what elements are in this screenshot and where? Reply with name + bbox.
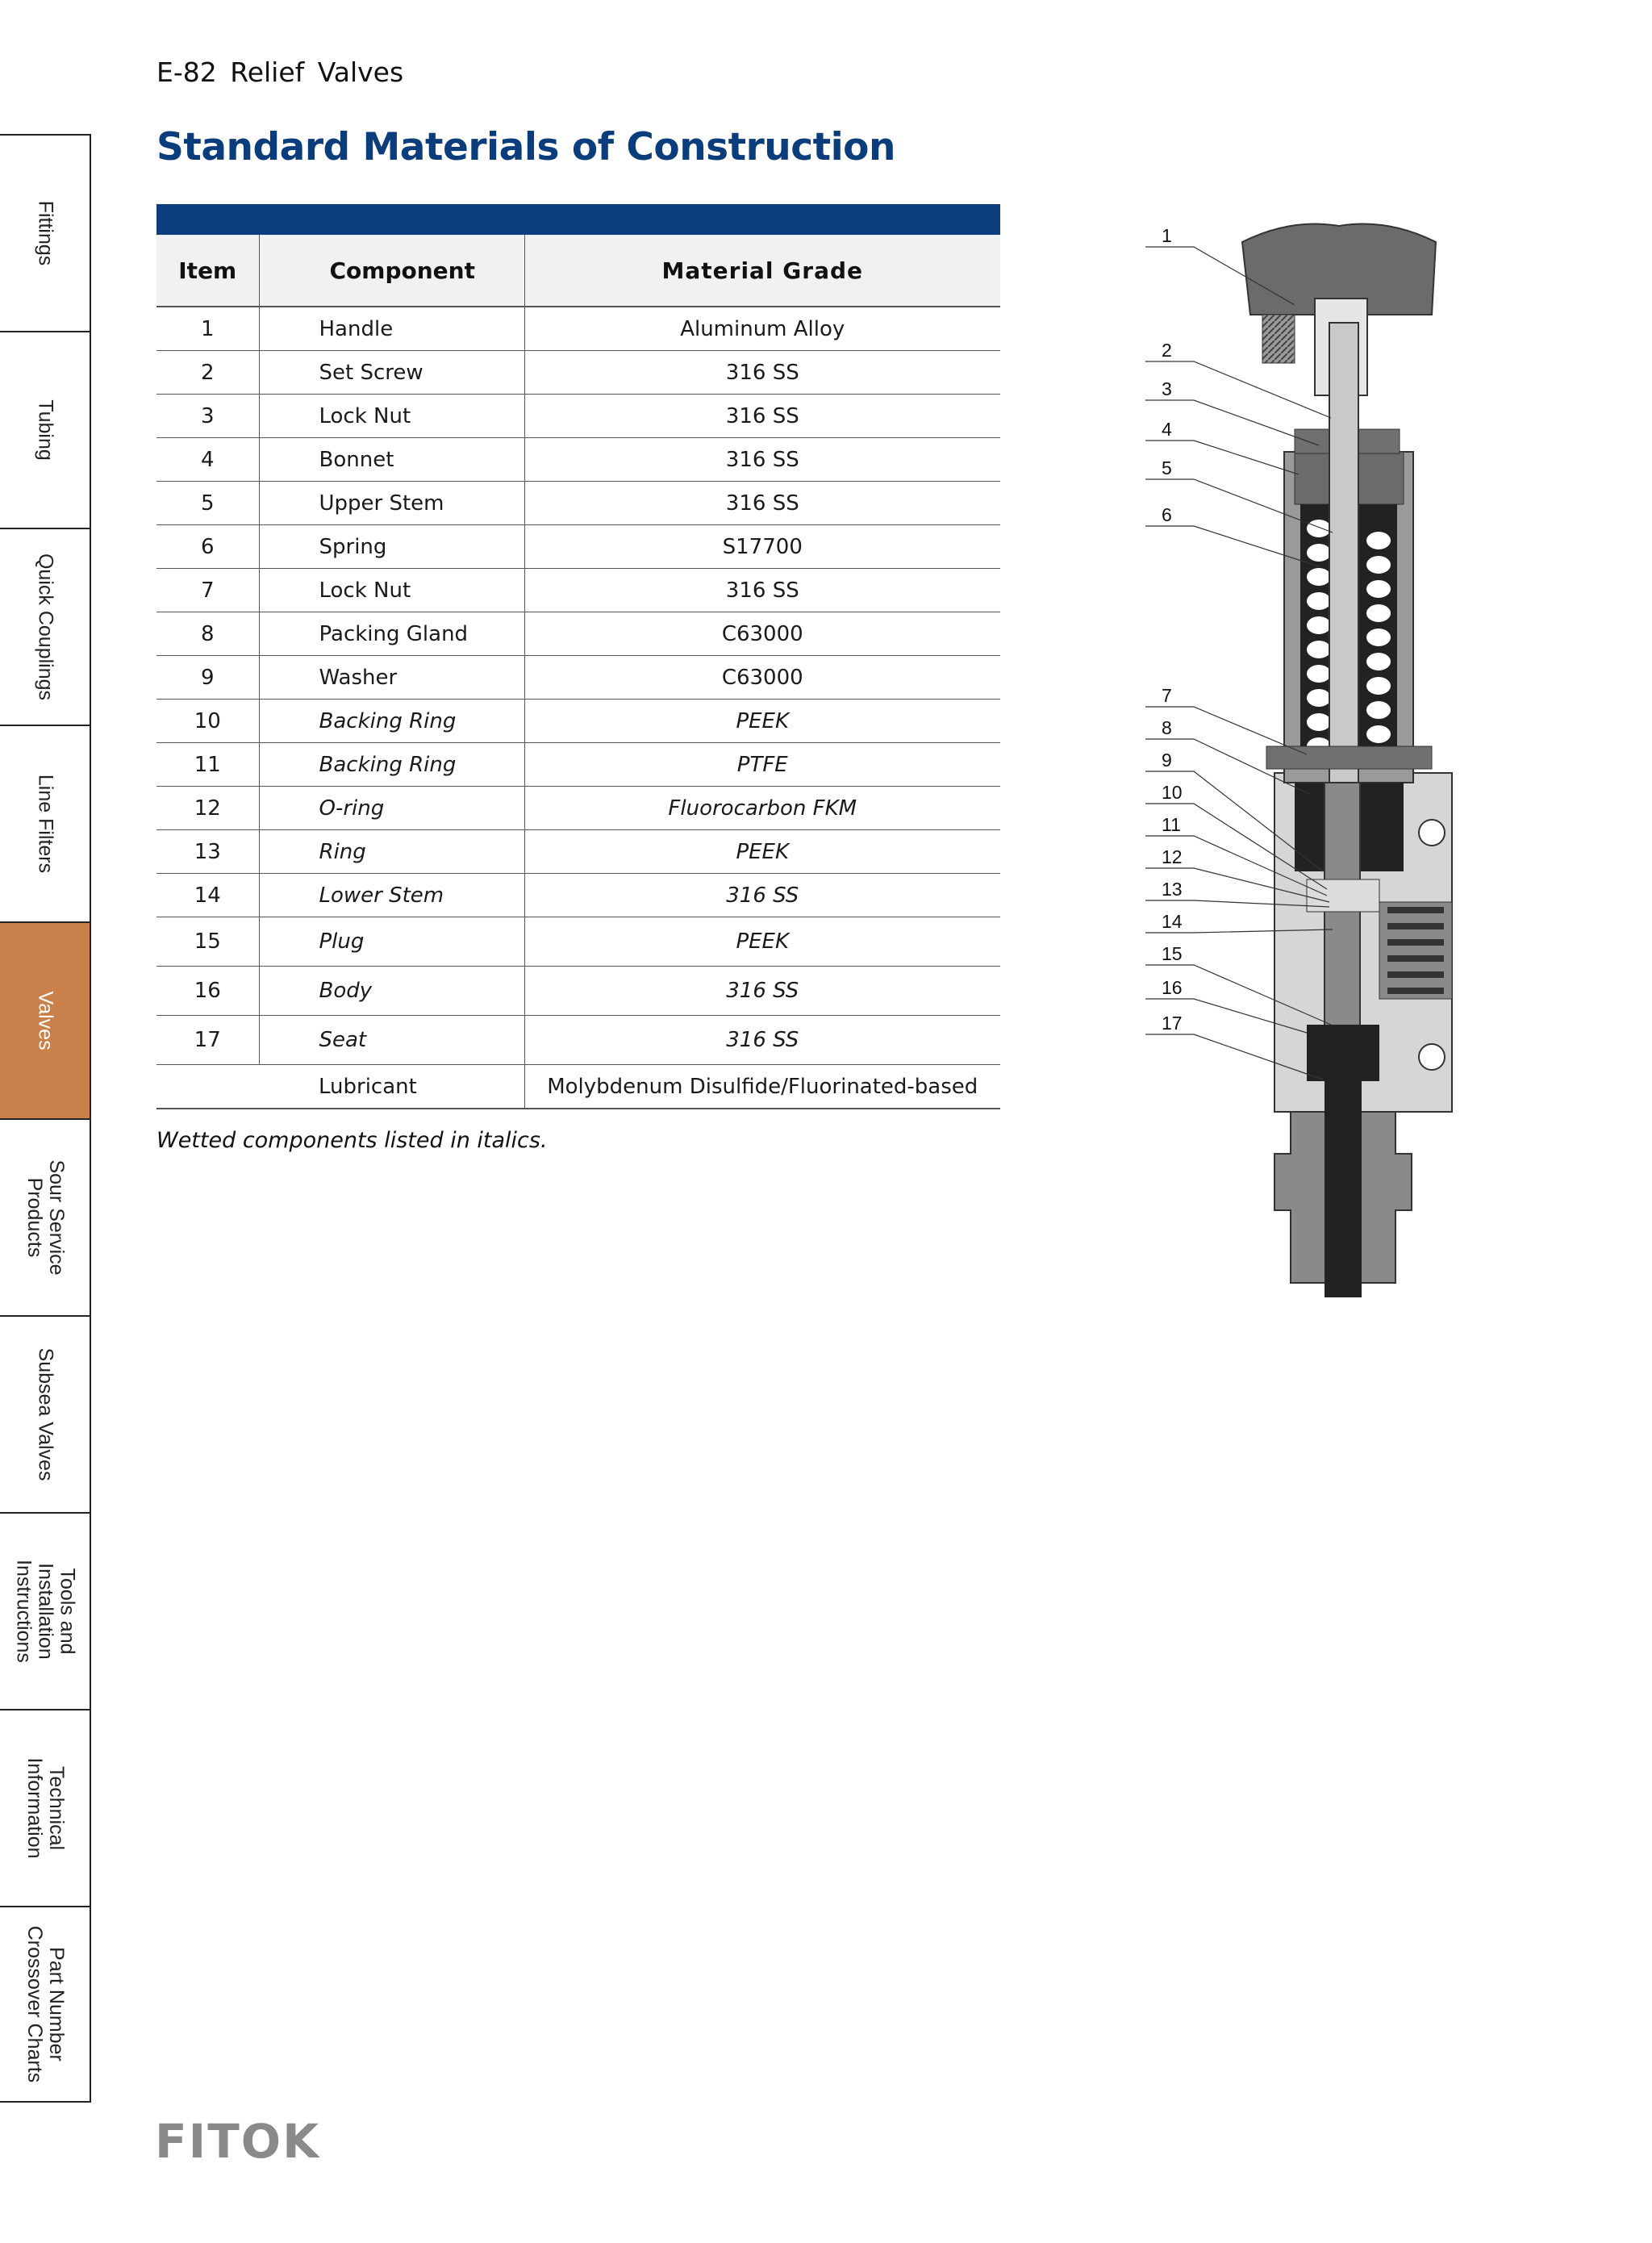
row-component: Upper Stem bbox=[259, 482, 524, 525]
page-title: Standard Materials of Construction bbox=[156, 125, 895, 169]
row-component: Spring bbox=[259, 525, 524, 569]
set-screw-shape bbox=[1262, 315, 1295, 363]
side-tab-valves[interactable] bbox=[0, 921, 91, 1118]
callout-number: 2 bbox=[1162, 340, 1172, 361]
table-row bbox=[156, 525, 1000, 569]
row-item-number: 7 bbox=[156, 569, 259, 612]
row-component: Ring bbox=[259, 830, 524, 874]
callout-number: 6 bbox=[1162, 504, 1172, 525]
row-material: PTFE bbox=[524, 743, 1000, 787]
table-row bbox=[156, 967, 1000, 1016]
side-tab-nav bbox=[0, 134, 93, 2103]
side-tab-label: Tubing bbox=[34, 399, 56, 461]
callout-number: 3 bbox=[1162, 378, 1172, 399]
row-component: Backing Ring bbox=[259, 743, 524, 787]
row-component: Bonnet bbox=[259, 438, 524, 482]
header-component: Component bbox=[259, 235, 524, 307]
side-port-coil bbox=[1379, 902, 1452, 999]
row-component: Packing Gland bbox=[259, 612, 524, 656]
row-item-number: 15 bbox=[156, 917, 259, 967]
side-tab-sour-service[interactable] bbox=[0, 1118, 91, 1315]
callout-leader-line bbox=[1145, 361, 1331, 418]
section-name: Relief Valves bbox=[230, 56, 404, 88]
page-code: E-82 bbox=[156, 56, 217, 88]
breadcrumb bbox=[156, 56, 403, 88]
row-item-number: 10 bbox=[156, 700, 259, 743]
row-item-number: 3 bbox=[156, 395, 259, 438]
table-row bbox=[156, 700, 1000, 743]
callout-number: 13 bbox=[1162, 879, 1183, 900]
callout-number: 9 bbox=[1162, 750, 1172, 771]
body-port-hole bbox=[1419, 820, 1445, 846]
table-row bbox=[156, 1016, 1000, 1065]
side-tab-technical-info[interactable] bbox=[0, 1709, 91, 1906]
callout-number: 8 bbox=[1162, 717, 1172, 738]
side-tab-label: Quick Couplings bbox=[34, 553, 56, 701]
row-component: Plug bbox=[259, 917, 524, 967]
row-item-number: 9 bbox=[156, 656, 259, 700]
table-row bbox=[156, 395, 1000, 438]
row-item-number: 2 bbox=[156, 351, 259, 395]
table-row bbox=[156, 438, 1000, 482]
row-material: 316 SS bbox=[524, 967, 1000, 1016]
row-component: Backing Ring bbox=[259, 700, 524, 743]
row-material: 316 SS bbox=[524, 438, 1000, 482]
row-material: S17700 bbox=[524, 525, 1000, 569]
table-row bbox=[156, 830, 1000, 874]
row-material: C63000 bbox=[524, 612, 1000, 656]
table-header-row bbox=[156, 235, 1000, 307]
side-tab-line-filters[interactable] bbox=[0, 725, 91, 921]
side-tab-subsea-valves[interactable] bbox=[0, 1315, 91, 1512]
side-tab-tools[interactable] bbox=[0, 1512, 91, 1709]
row-component: O-ring bbox=[259, 787, 524, 830]
plug-shape bbox=[1307, 1025, 1379, 1081]
table-row bbox=[156, 874, 1000, 917]
upper-stem-shape bbox=[1329, 323, 1358, 791]
table-row bbox=[156, 569, 1000, 612]
row-component: Handle bbox=[259, 307, 524, 351]
row-item-number: 5 bbox=[156, 482, 259, 525]
side-tab-label: Subsea Valves bbox=[34, 1347, 56, 1481]
row-material: 316 SS bbox=[524, 482, 1000, 525]
row-material: PEEK bbox=[524, 917, 1000, 967]
callout-number: 15 bbox=[1162, 943, 1183, 964]
callout-number: 7 bbox=[1162, 685, 1172, 706]
body-port-hole bbox=[1419, 1044, 1445, 1070]
side-tab-label: Fittings bbox=[34, 200, 56, 266]
side-tab-label: Valves bbox=[34, 991, 56, 1050]
callout-number: 1 bbox=[1162, 225, 1172, 246]
side-tab-label: Sour Service Products bbox=[23, 1159, 68, 1276]
table-row bbox=[156, 351, 1000, 395]
callout-number: 4 bbox=[1162, 419, 1172, 440]
row-material: 316 SS bbox=[524, 351, 1000, 395]
row-component: Lock Nut bbox=[259, 395, 524, 438]
table-row bbox=[156, 307, 1000, 351]
row-component: Lower Stem bbox=[259, 874, 524, 917]
table-row bbox=[156, 787, 1000, 830]
table-row bbox=[156, 612, 1000, 656]
materials-table bbox=[156, 204, 1000, 1109]
side-tab-quick-couplings[interactable] bbox=[0, 528, 91, 725]
valve-cross-section-diagram bbox=[1145, 218, 1468, 1299]
row-material: Fluorocarbon FKM bbox=[524, 787, 1000, 830]
table-row bbox=[156, 656, 1000, 700]
row-item-number bbox=[156, 1065, 259, 1109]
table-row bbox=[156, 743, 1000, 787]
callout-number: 11 bbox=[1162, 814, 1181, 835]
row-item-number: 4 bbox=[156, 438, 259, 482]
side-tab-label: Part Number Crossover Charts bbox=[23, 1925, 68, 2083]
lock-nut-lower-shape bbox=[1266, 746, 1432, 769]
table-row bbox=[156, 482, 1000, 525]
row-item-number: 14 bbox=[156, 874, 259, 917]
row-item-number: 12 bbox=[156, 787, 259, 830]
table-body bbox=[156, 307, 1000, 1109]
callout-number: 17 bbox=[1162, 1013, 1183, 1034]
row-component: Body bbox=[259, 967, 524, 1016]
row-material: 316 SS bbox=[524, 874, 1000, 917]
seal-stack-shape bbox=[1307, 879, 1379, 912]
row-component: Set Screw bbox=[259, 351, 524, 395]
side-tab-fittings[interactable] bbox=[0, 134, 91, 331]
brand-logo: FITOK bbox=[155, 2114, 321, 2169]
side-tab-tubing[interactable] bbox=[0, 331, 91, 528]
row-item-number: 11 bbox=[156, 743, 259, 787]
row-material: C63000 bbox=[524, 656, 1000, 700]
table-row bbox=[156, 917, 1000, 967]
row-item-number: 13 bbox=[156, 830, 259, 874]
header-material: Material Grade bbox=[524, 235, 1000, 307]
side-tab-label: Line Filters bbox=[34, 774, 56, 874]
row-material: PEEK bbox=[524, 830, 1000, 874]
row-material: Aluminum Alloy bbox=[524, 307, 1000, 351]
row-material: 316 SS bbox=[524, 1016, 1000, 1065]
header-item: Item bbox=[156, 235, 259, 307]
outlet-tube-shape bbox=[1325, 1073, 1362, 1297]
table-row bbox=[156, 1065, 1000, 1109]
side-tab-crossover-charts[interactable] bbox=[0, 1906, 91, 2103]
side-tab-label: Tools and Installation Instructions bbox=[12, 1560, 78, 1663]
row-component: Seat bbox=[259, 1016, 524, 1065]
table-header-band bbox=[156, 204, 1000, 235]
row-component: Lubricant bbox=[259, 1065, 524, 1109]
footnote: Wetted components listed in italics. bbox=[156, 1128, 548, 1153]
row-component: Lock Nut bbox=[259, 569, 524, 612]
side-tab-label: Technical Information bbox=[23, 1757, 68, 1859]
row-material: PEEK bbox=[524, 700, 1000, 743]
callout-number: 16 bbox=[1162, 977, 1183, 998]
row-material: Molybdenum Disulfide/Fluorinated-based bbox=[524, 1065, 1000, 1109]
row-component: Washer bbox=[259, 656, 524, 700]
row-item-number: 16 bbox=[156, 967, 259, 1016]
row-item-number: 6 bbox=[156, 525, 259, 569]
row-item-number: 17 bbox=[156, 1016, 259, 1065]
row-item-number: 8 bbox=[156, 612, 259, 656]
row-material: 316 SS bbox=[524, 395, 1000, 438]
row-item-number: 1 bbox=[156, 307, 259, 351]
callout-number: 14 bbox=[1162, 911, 1183, 932]
callout-number: 12 bbox=[1162, 846, 1183, 867]
row-material: 316 SS bbox=[524, 569, 1000, 612]
callout-number: 10 bbox=[1162, 782, 1183, 803]
callout-number: 5 bbox=[1162, 457, 1172, 478]
